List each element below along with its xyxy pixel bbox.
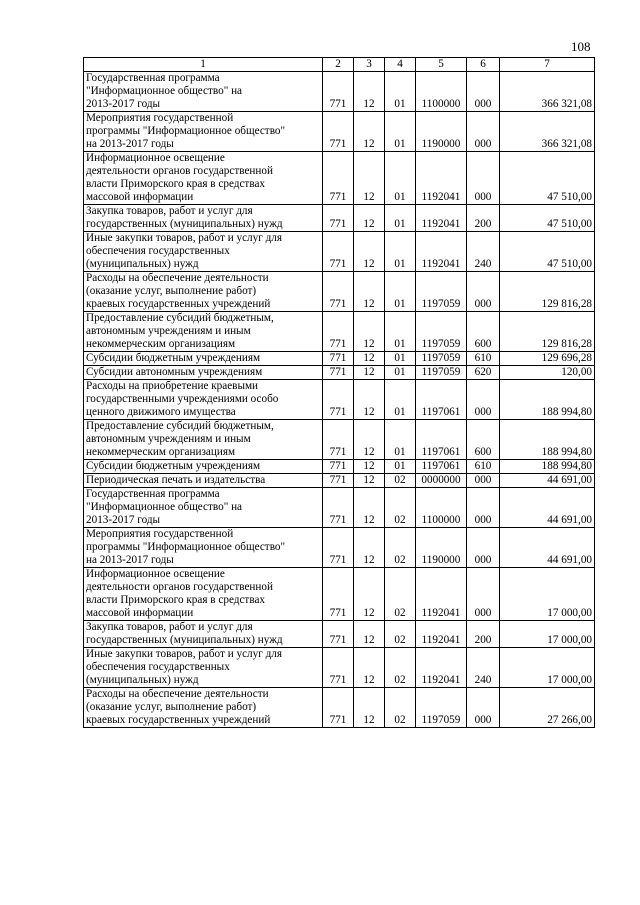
row-code-6: 000: [467, 688, 500, 728]
row-code-3: 12: [354, 366, 385, 380]
row-amount: 129 696,28: [500, 352, 595, 366]
table-row: [84, 112, 595, 152]
table-row: [84, 272, 595, 312]
row-code-4: 01: [385, 420, 416, 460]
table-row: [84, 352, 595, 366]
row-code-2: 771: [323, 72, 354, 112]
row-code-6: 000: [467, 568, 500, 621]
row-name: Информационное освещение деятельности органов государственной власти Приморского края в средствах массовой информации: [84, 568, 323, 621]
row-code-2: 771: [323, 205, 354, 232]
row-code-4: 01: [385, 352, 416, 366]
row-code-3: 12: [354, 272, 385, 312]
row-code-6: 200: [467, 621, 500, 648]
row-name: Информационное освещение деятельности органов государственной власти Приморского края в средствах массовой информации: [84, 152, 323, 205]
row-code-6: 240: [467, 232, 500, 272]
row-amount: 188 994,80: [500, 460, 595, 474]
row-code-5: 1192041: [416, 621, 467, 648]
row-name: Предоставление субсидий бюджетным, автономным учреждениям и иным некоммерческим организациям: [84, 420, 323, 460]
row-code-2: 771: [323, 312, 354, 352]
row-code-4: 01: [385, 72, 416, 112]
row-code-2: 771: [323, 152, 354, 205]
row-code-5: 1100000: [416, 488, 467, 528]
row-code-3: 12: [354, 568, 385, 621]
table-row: [84, 568, 595, 621]
row-name: Субсидии бюджетным учреждениям: [84, 460, 323, 474]
row-code-6: 000: [467, 72, 500, 112]
row-code-2: 771: [323, 474, 354, 488]
row-code-2: 771: [323, 420, 354, 460]
table-row: [84, 688, 595, 728]
row-code-6: 620: [467, 366, 500, 380]
row-code-5: 1192041: [416, 205, 467, 232]
row-code-3: 12: [354, 352, 385, 366]
row-code-6: 000: [467, 528, 500, 568]
row-code-6: 600: [467, 420, 500, 460]
header-col-1: 1: [84, 58, 323, 72]
row-code-2: 771: [323, 112, 354, 152]
row-code-6: 600: [467, 312, 500, 352]
row-name: Иные закупки товаров, работ и услуг для обеспечения государственных (муниципальных) нужд: [84, 232, 323, 272]
row-code-2: 771: [323, 232, 354, 272]
row-amount: 44 691,00: [500, 474, 595, 488]
table-row: [84, 380, 595, 420]
row-code-5: 1192041: [416, 648, 467, 688]
table-row: [84, 152, 595, 205]
row-amount: 27 266,00: [500, 688, 595, 728]
row-code-6: 240: [467, 648, 500, 688]
row-amount: 188 994,80: [500, 380, 595, 420]
row-code-4: 01: [385, 312, 416, 352]
table-row: [84, 488, 595, 528]
row-code-3: 12: [354, 688, 385, 728]
row-amount: 17 000,00: [500, 621, 595, 648]
row-name: Периодическая печать и издательства: [84, 474, 323, 488]
row-code-5: 1197059: [416, 272, 467, 312]
header-col-5: 5: [416, 58, 467, 72]
row-code-5: 1197059: [416, 688, 467, 728]
table-row: [84, 648, 595, 688]
table-row: [84, 528, 595, 568]
page-number: 108: [571, 39, 591, 54]
row-code-3: 12: [354, 420, 385, 460]
row-name: Субсидии автономным учреждениям: [84, 366, 323, 380]
row-code-6: 000: [467, 380, 500, 420]
row-code-4: 02: [385, 648, 416, 688]
row-code-4: 01: [385, 366, 416, 380]
row-code-2: 771: [323, 366, 354, 380]
table-row: [84, 205, 595, 232]
row-name: Предоставление субсидий бюджетным, автономным учреждениям и иным некоммерческим организациям: [84, 312, 323, 352]
row-code-5: 1192041: [416, 152, 467, 205]
row-amount: 120,00: [500, 366, 595, 380]
row-code-3: 12: [354, 205, 385, 232]
table-row: [84, 72, 595, 112]
row-code-4: 01: [385, 152, 416, 205]
table-row: [84, 460, 595, 474]
row-code-2: 771: [323, 272, 354, 312]
row-code-5: 1197059: [416, 366, 467, 380]
row-name: Иные закупки товаров, работ и услуг для обеспечения государственных (муниципальных) нужд: [84, 648, 323, 688]
header-col-4: 4: [385, 58, 416, 72]
row-amount: 366 321,08: [500, 72, 595, 112]
row-name: Расходы на приобретение краевыми государственными учреждениями особо ценного движимого имущества: [84, 380, 323, 420]
row-code-4: 01: [385, 380, 416, 420]
row-name: Мероприятия государственной программы "Информационное общество" на 2013-2017 годы: [84, 112, 323, 152]
row-amount: 47 510,00: [500, 232, 595, 272]
row-amount: 129 816,28: [500, 272, 595, 312]
row-code-6: 000: [467, 488, 500, 528]
row-code-5: 1197061: [416, 380, 467, 420]
row-code-2: 771: [323, 648, 354, 688]
row-code-6: 610: [467, 352, 500, 366]
row-code-5: 1192041: [416, 568, 467, 621]
row-code-6: 000: [467, 474, 500, 488]
row-amount: 17 000,00: [500, 648, 595, 688]
table-row: [84, 621, 595, 648]
row-code-6: 200: [467, 205, 500, 232]
table-row: [84, 366, 595, 380]
row-code-2: 771: [323, 621, 354, 648]
header-col-3: 3: [354, 58, 385, 72]
row-code-2: 771: [323, 688, 354, 728]
row-amount: 129 816,28: [500, 312, 595, 352]
row-code-6: 000: [467, 112, 500, 152]
row-amount: 366 321,08: [500, 112, 595, 152]
table-row: [84, 312, 595, 352]
row-code-6: 610: [467, 460, 500, 474]
row-code-4: 01: [385, 112, 416, 152]
row-code-3: 12: [354, 112, 385, 152]
row-amount: 47 510,00: [500, 152, 595, 205]
row-code-5: 1190000: [416, 528, 467, 568]
row-code-3: 12: [354, 380, 385, 420]
row-name: Государственная программа "Информационное общество" на 2013-2017 годы: [84, 488, 323, 528]
row-name: Расходы на обеспечение деятельности (оказание услуг, выполнение работ) краевых государственных учреждений: [84, 272, 323, 312]
header-row: [84, 58, 595, 72]
row-code-5: 1197059: [416, 352, 467, 366]
header-col-2: 2: [323, 58, 354, 72]
row-code-4: 02: [385, 621, 416, 648]
row-name: Государственная программа "Информационное общество" на 2013-2017 годы: [84, 72, 323, 112]
row-code-2: 771: [323, 528, 354, 568]
budget-table: [83, 57, 595, 728]
row-code-2: 771: [323, 460, 354, 474]
table-row: [84, 232, 595, 272]
row-code-4: 01: [385, 232, 416, 272]
row-amount: 44 691,00: [500, 528, 595, 568]
row-code-4: 01: [385, 460, 416, 474]
row-amount: 17 000,00: [500, 568, 595, 621]
row-code-3: 12: [354, 621, 385, 648]
row-name: Субсидии бюджетным учреждениям: [84, 352, 323, 366]
table-row: [84, 474, 595, 488]
row-code-5: 1192041: [416, 232, 467, 272]
row-code-5: 0000000: [416, 474, 467, 488]
row-code-4: 01: [385, 272, 416, 312]
row-name: Закупка товаров, работ и услуг для государственных (муниципальных) нужд: [84, 205, 323, 232]
row-code-4: 02: [385, 528, 416, 568]
row-code-6: 000: [467, 272, 500, 312]
header-col-6: 6: [467, 58, 500, 72]
row-code-5: 1190000: [416, 112, 467, 152]
row-code-5: 1197059: [416, 312, 467, 352]
row-name: Расходы на обеспечение деятельности (оказание услуг, выполнение работ) краевых государственных учреждений: [84, 688, 323, 728]
row-amount: 44 691,00: [500, 488, 595, 528]
row-code-5: 1197061: [416, 460, 467, 474]
header-col-7: 7: [500, 58, 595, 72]
row-code-4: 02: [385, 488, 416, 528]
row-code-3: 12: [354, 648, 385, 688]
row-amount: 47 510,00: [500, 205, 595, 232]
row-amount: 188 994,80: [500, 420, 595, 460]
row-code-4: 02: [385, 568, 416, 621]
row-code-3: 12: [354, 152, 385, 205]
row-code-3: 12: [354, 460, 385, 474]
row-code-3: 12: [354, 528, 385, 568]
row-code-2: 771: [323, 488, 354, 528]
table-row: [84, 420, 595, 460]
row-code-5: 1197061: [416, 420, 467, 460]
row-code-4: 02: [385, 688, 416, 728]
table-body: [84, 72, 595, 728]
row-code-3: 12: [354, 488, 385, 528]
row-code-2: 771: [323, 568, 354, 621]
row-code-3: 12: [354, 474, 385, 488]
row-code-2: 771: [323, 380, 354, 420]
row-name: Закупка товаров, работ и услуг для государственных (муниципальных) нужд: [84, 621, 323, 648]
row-code-3: 12: [354, 232, 385, 272]
row-code-2: 771: [323, 352, 354, 366]
row-code-5: 1100000: [416, 72, 467, 112]
row-code-3: 12: [354, 312, 385, 352]
row-code-4: 02: [385, 474, 416, 488]
row-name: Мероприятия государственной программы "Информационное общество" на 2013-2017 годы: [84, 528, 323, 568]
row-code-3: 12: [354, 72, 385, 112]
row-code-6: 000: [467, 152, 500, 205]
row-code-4: 01: [385, 205, 416, 232]
